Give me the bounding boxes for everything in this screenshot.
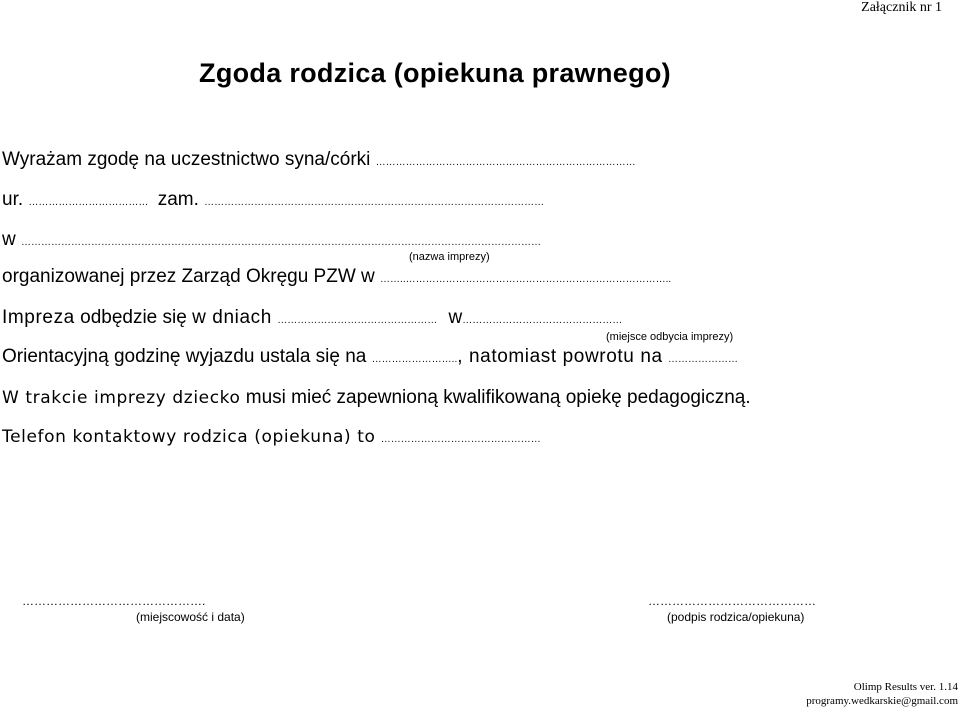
in-days-label: w dniach (192, 307, 272, 328)
signature-blank: …………………………………… (648, 594, 816, 608)
dates-blank: ………………………………………… (277, 315, 438, 326)
departure-text: Orientacyjną godzinę wyjazdu ustala się na (2, 346, 367, 367)
return-text: , natomiast powrotu na (457, 346, 663, 367)
place-in-label: w (448, 307, 463, 328)
footer-email: programy.wedkarskie@gmail.com (806, 695, 958, 707)
place-date-label: (miejscowość i data) (136, 610, 245, 624)
address-blank: ………………………………………………………………………………………… (204, 197, 545, 208)
departure-line (2, 346, 738, 371)
consent-line (2, 149, 636, 174)
address-label: zam. (157, 189, 199, 210)
care-line (2, 387, 751, 409)
event-name-hint: (nazwa imprezy) (409, 251, 490, 263)
event-name-blank: ………………………………………………………………………………………………………………………………………… (21, 237, 542, 248)
place-hint: (miejsce odbycia imprezy) (606, 331, 734, 343)
consent-text: Wyrażam zgodę na uczestnictwo syna/córki (2, 149, 371, 170)
place-date-blank: ………………………………………. (22, 594, 206, 608)
annex-label: Załącznik nr 1 (861, 0, 942, 15)
place-blank: ………………………………………… (462, 315, 623, 326)
event-in-label: w (2, 229, 16, 250)
return-time-blank: ………………… (667, 354, 738, 365)
phone-text: Telefon kontaktowy rodzica (opiekuna) to (2, 427, 376, 447)
document-title: Zgoda rodzica (opiekuna prawnego) (199, 58, 671, 88)
organizer-line (2, 266, 671, 291)
phone-line (2, 426, 541, 451)
organizer-text: organizowanej przez Zarząd Okręgu PZW w (2, 266, 375, 287)
care-text-a: W trakcie imprezy dziecko (2, 388, 241, 408)
birth-date-blank: ……………………………… (28, 197, 149, 208)
born-label: ur. (2, 189, 24, 210)
dates-line (2, 307, 622, 332)
departure-time-blank: …………………….. (371, 354, 458, 365)
organizer-blank: ……..…………………………………………………………………….. (380, 274, 672, 285)
care-text-b: musi mieć zapewnioną kwalifikowaną opiekę pedagogiczną. (245, 387, 751, 408)
birth-address-line (2, 189, 544, 214)
signature-label: (podpis rodzica/opiekuna) (667, 610, 805, 624)
will-take-place-label: odbędzie się (80, 307, 187, 328)
child-name-blank: …………………………………………………………………… (375, 157, 636, 168)
event-label: Impreza (2, 307, 75, 328)
footer-version: Olimp Results ver. 1.14 (853, 681, 958, 693)
phone-blank: ………………………………………… (380, 434, 541, 445)
